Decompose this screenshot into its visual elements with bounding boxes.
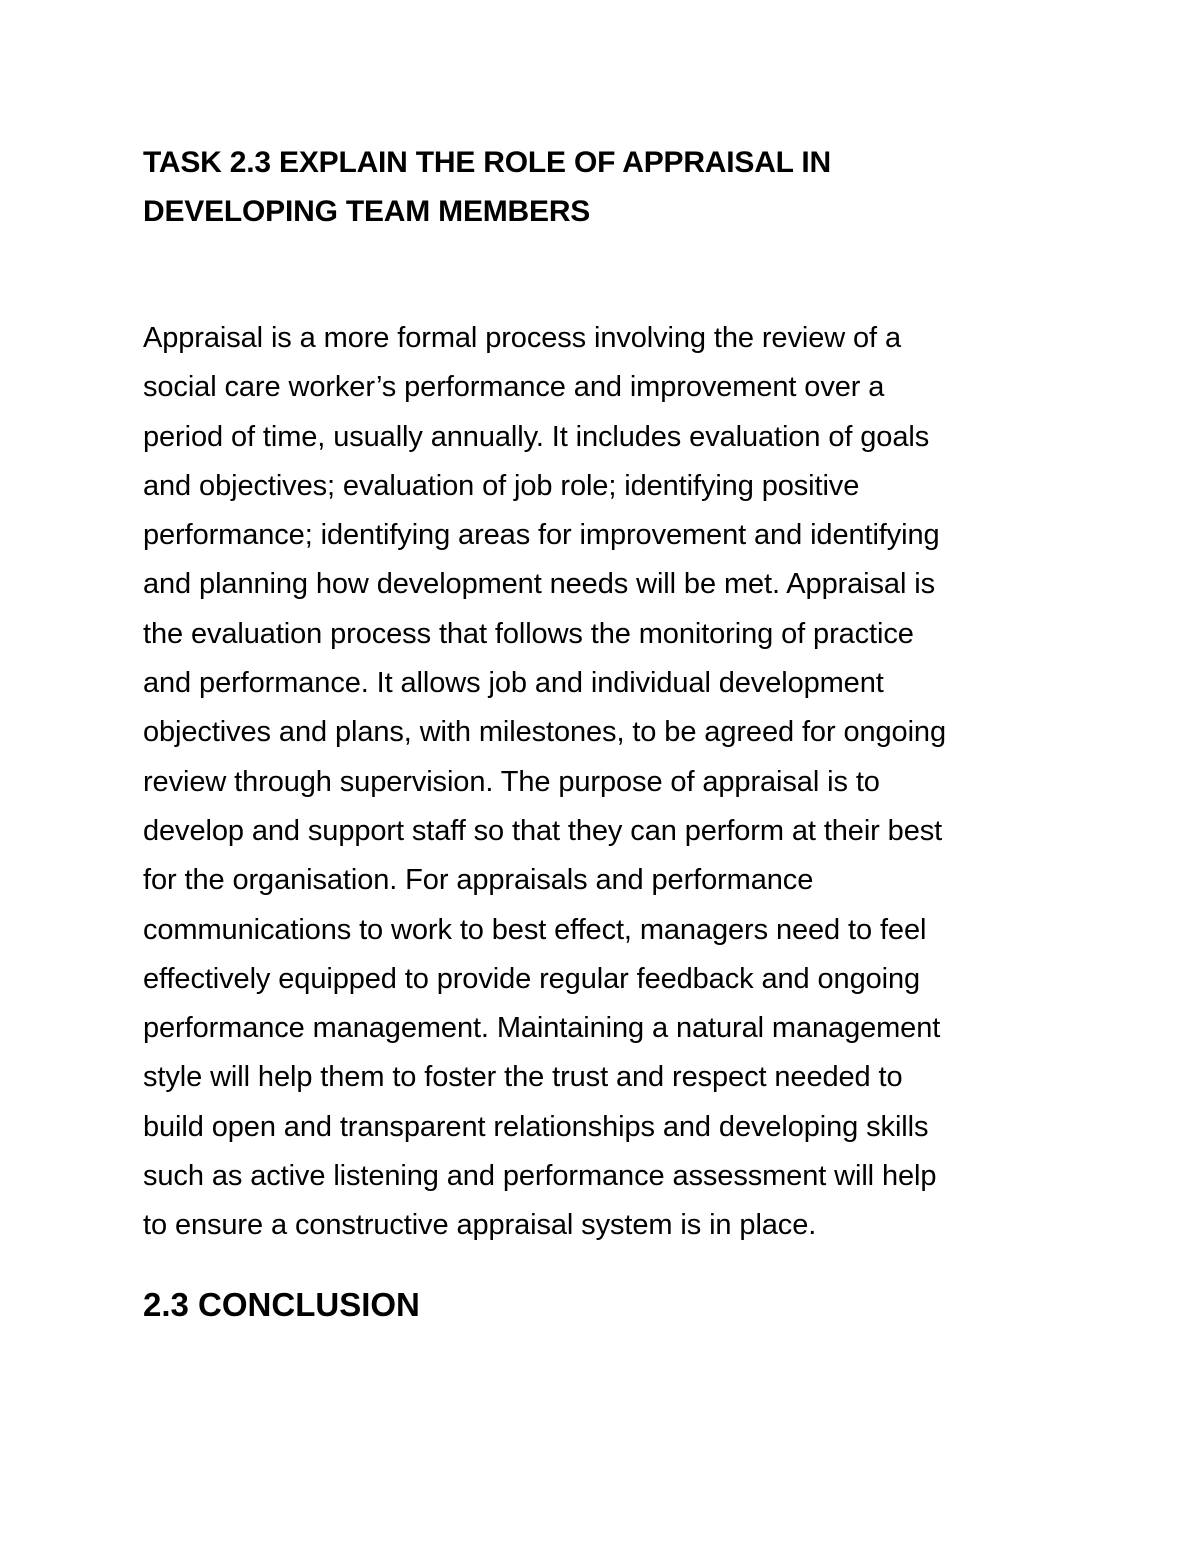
body-line: performance management. Maintaining a natural management [143, 1012, 941, 1045]
body-line: the evaluation process that follows the monitoring of practice [143, 617, 914, 650]
body-line: social care worker’s performance and improvement over a [143, 371, 885, 404]
body-line: performance; identifying areas for improvement and identifying [143, 519, 940, 552]
body-paragraph [143, 314, 1103, 1251]
body-line: and planning how development needs will be met. Appraisal is [143, 568, 935, 601]
body-line: and objectives; evaluation of job role; identifying positive [143, 469, 860, 502]
document-content [143, 138, 1103, 1329]
task-heading-line: TASK 2.3 EXPLAIN THE ROLE OF APPRAISAL IN [143, 146, 831, 179]
body-line: effectively equipped to provide regular feedback and ongoing [143, 962, 921, 995]
body-line: build open and transparent relationships and developing skills [143, 1110, 929, 1143]
task-heading [143, 138, 1103, 236]
body-line: period of time, usually annually. It includes evaluation of goals [143, 420, 930, 453]
body-line: Appraisal is a more formal process involving the review of a [143, 322, 901, 354]
body-line: communications to work to best effect, managers need to feel [143, 913, 927, 946]
body-line: objectives and plans, with milestones, to be agreed for ongoing [143, 716, 946, 749]
body-line: style will help them to foster the trust and respect needed to [143, 1061, 903, 1094]
body-line: to ensure a constructive appraisal system is in place. [143, 1209, 817, 1242]
task-heading-line: DEVELOPING TEAM MEMBERS [143, 195, 591, 228]
body-line: develop and support staff so that they can perform at their best [143, 814, 943, 847]
body-line: for the organisation. For appraisals and performance [143, 864, 814, 897]
body-line: review through supervision. The purpose of appraisal is to [143, 765, 880, 798]
conclusion-heading: 2.3 CONCLUSION [143, 1285, 420, 1323]
body-line: and performance. It allows job and individual development [143, 667, 884, 700]
body-line: such as active listening and performance assessment will help [143, 1160, 937, 1193]
